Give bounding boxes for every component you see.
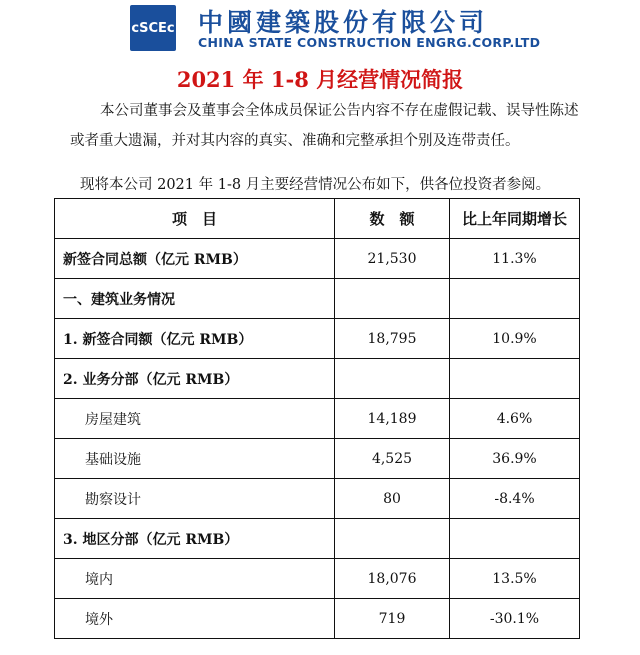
row-amount <box>335 519 450 559</box>
header-growth: 比上年同期增长 <box>450 199 580 239</box>
letterhead <box>0 0 640 60</box>
row-growth: -8.4% <box>450 479 580 519</box>
row-amount: 18,076 <box>335 559 450 599</box>
row-label: 一、建筑业务情况 <box>55 279 335 319</box>
row-amount: 4,525 <box>335 439 450 479</box>
row-label: 勘察设计 <box>55 479 335 519</box>
row-label: 房屋建筑 <box>55 399 335 439</box>
row-growth: 10.9% <box>450 319 580 359</box>
table-row <box>55 399 580 439</box>
row-growth: -30.1% <box>450 599 580 639</box>
row-amount: 21,530 <box>335 239 450 279</box>
row-amount: 80 <box>335 479 450 519</box>
row-growth: 4.6% <box>450 399 580 439</box>
table-row <box>55 479 580 519</box>
row-growth <box>450 279 580 319</box>
row-growth <box>450 359 580 399</box>
report-title: 2021 年 1-8 月经营情况简报 <box>176 67 464 92</box>
row-amount: 14,189 <box>335 399 450 439</box>
row-growth: 11.3% <box>450 239 580 279</box>
row-amount: 18,795 <box>335 319 450 359</box>
row-growth: 36.9% <box>450 439 580 479</box>
row-label: 3. 地区分部（亿元 RMB） <box>55 519 335 559</box>
table-row <box>55 279 580 319</box>
table-row <box>55 519 580 559</box>
row-amount <box>335 359 450 399</box>
table-row <box>55 319 580 359</box>
header-item: 项 目 <box>55 199 335 239</box>
company-logo: cSCEc <box>130 5 176 51</box>
row-label: 1. 新签合同额（亿元 RMB） <box>55 319 335 359</box>
row-amount <box>335 279 450 319</box>
row-label: 基础设施 <box>55 439 335 479</box>
row-label: 2. 业务分部（亿元 RMB） <box>55 359 335 399</box>
table-header-row <box>55 199 580 239</box>
row-growth <box>450 519 580 559</box>
table-row <box>55 239 580 279</box>
row-amount: 719 <box>335 599 450 639</box>
table-row <box>55 559 580 599</box>
operating-data-table <box>54 198 580 639</box>
table-row <box>55 439 580 479</box>
row-label: 境内 <box>55 559 335 599</box>
row-label: 新签合同总额（亿元 RMB） <box>55 239 335 279</box>
disclaimer-paragraph: 本公司董事会及董事会全体成员保证公告内容不存在虚假记载、误导性陈述或者重大遗漏，并对其内容的真实、准确和完整承担个别及连带责任。 <box>70 103 579 149</box>
company-name-en: CHINA STATE CONSTRUCTION ENGRG.CORP.LTD <box>198 35 541 50</box>
company-name-cn: 中國建築股份有限公司 <box>198 8 489 37</box>
table-row <box>55 599 580 639</box>
header-amount: 数 额 <box>335 199 450 239</box>
row-label: 境外 <box>55 599 335 639</box>
intro-paragraph: 现将本公司 2021 年 1-8 月主要经营情况公布如下，供各位投资者参阅。 <box>80 177 551 193</box>
row-growth: 13.5% <box>450 559 580 599</box>
table-row <box>55 359 580 399</box>
